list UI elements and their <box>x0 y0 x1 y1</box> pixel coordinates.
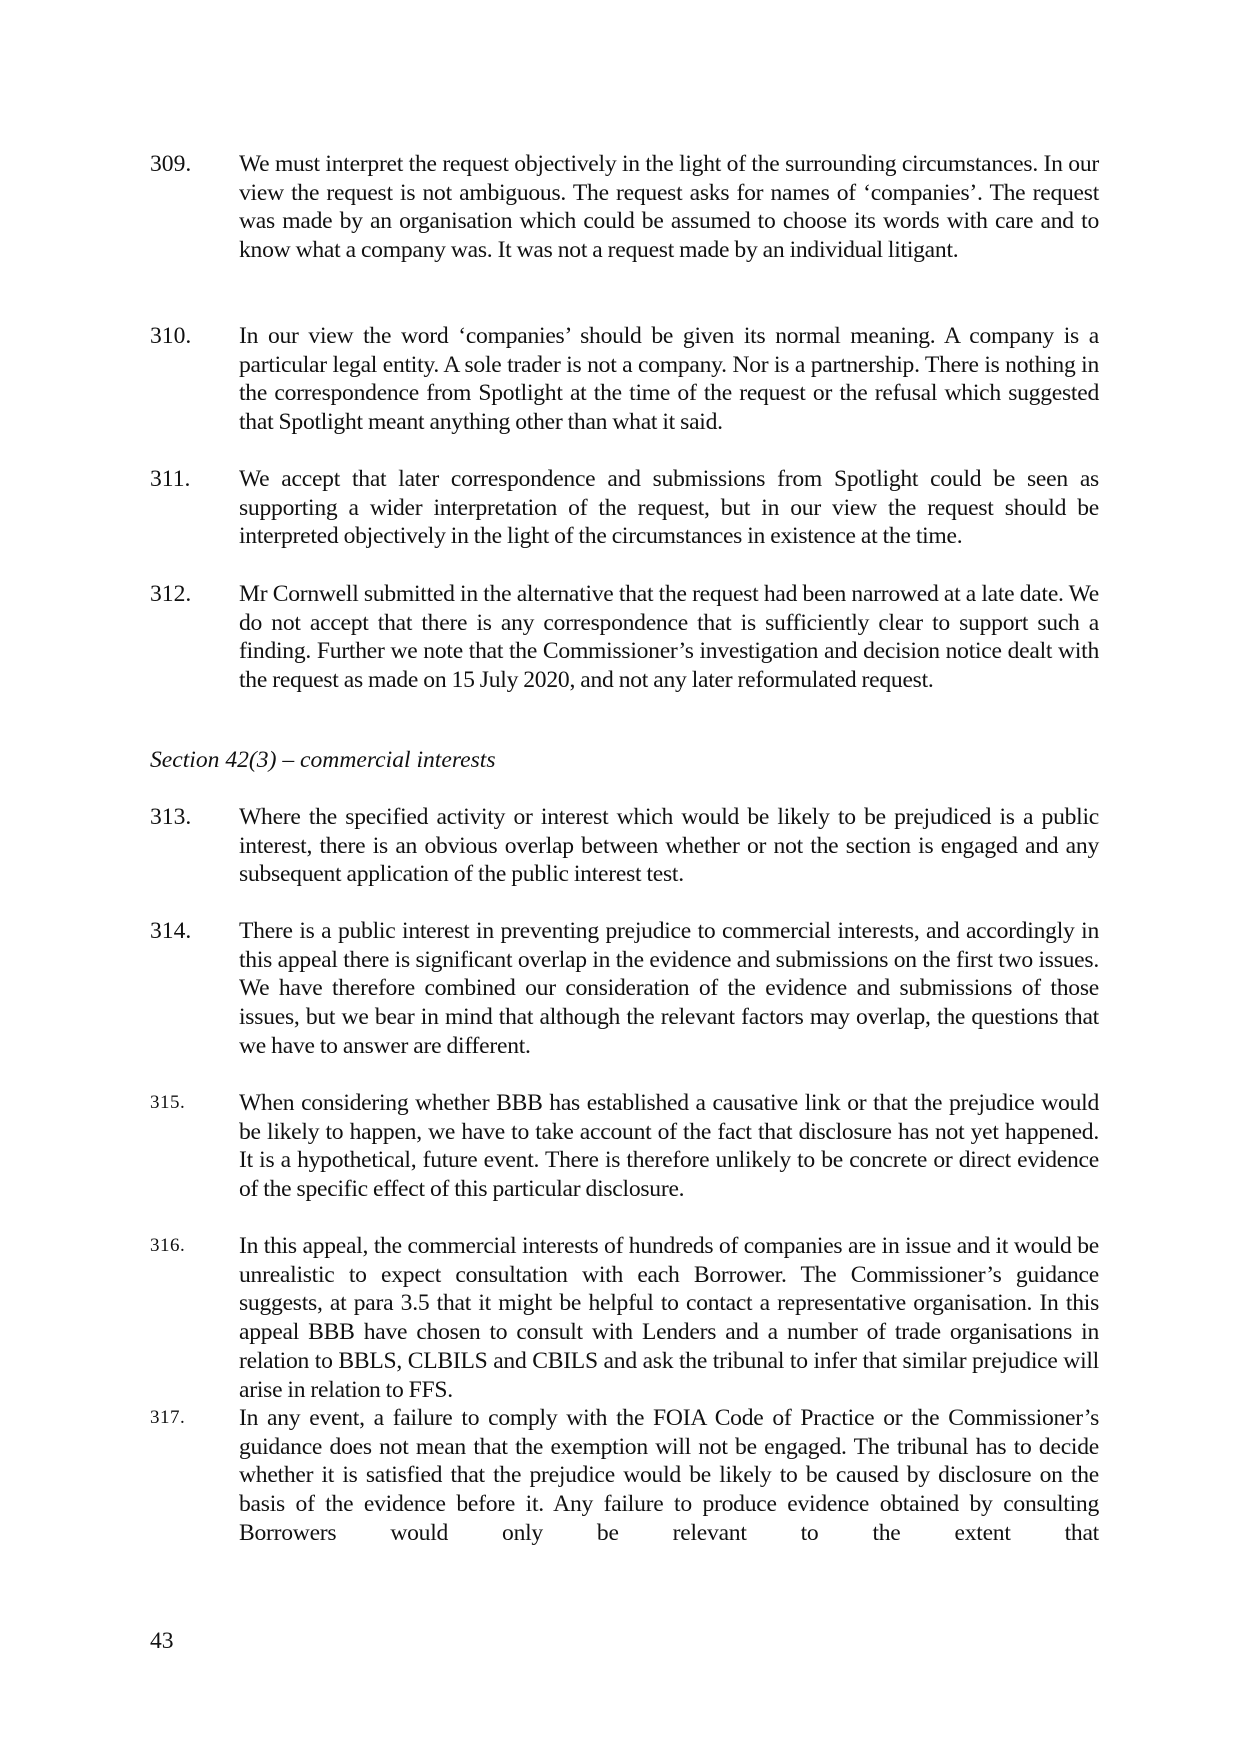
paragraph-number: 315. <box>150 1092 186 1113</box>
paragraph-314 <box>150 917 1099 1061</box>
paragraph-313 <box>150 803 1099 889</box>
paragraph-text: We accept that later correspondence and submissions from Spotlight could be seen as supporting a wider interpretation of the request, but in our view the request should be interpreted objectively in the light of the circumstances in existence at the time. <box>239 466 1099 550</box>
paragraph-text: There is a public interest in preventing prejudice to commercial interests, and accordingly in this appeal there is significant overlap in the evidence and submissions on the first two issues. We have therefore combined our consideration of the evidence and submissions of those issues, but we bear in mind that although the relevant factors may overlap, the questions that we have to answer are different. <box>239 918 1099 1059</box>
paragraph-text: Where the specified activity or interest which would be likely to be prejudiced is a public interest, there is an obvious overlap between whether or not the section is engaged and any subsequent application of the public interest test. <box>239 804 1099 888</box>
paragraph-number: 311. <box>150 466 191 492</box>
page-number: 43 <box>150 1628 174 1654</box>
section-heading: Section 42(3) – commercial interests <box>150 747 496 773</box>
paragraph-number: 314. <box>150 918 192 944</box>
paragraph-text: In our view the word ‘companies’ should be given its normal meaning. A company is a particular legal entity. A sole trader is not a company. Nor is a partnership. There is nothing in the correspondence from Spotlight at the time of the request or the refusal which suggested that Spotlight meant anything other than what it said. <box>239 323 1099 436</box>
paragraph-316 <box>150 1232 1099 1404</box>
paragraph-text: We must interpret the request objectively in the light of the surrounding circumstances. In our view the request is not ambiguous. The request asks for names of ‘companies’. The request was made by an organisation which could be assumed to choose its words with care and to know what a company was. It was not a request made by an individual litigant. <box>239 151 1099 264</box>
paragraph-311 <box>150 465 1099 551</box>
paragraph-text: When considering whether BBB has established a causative link or that the prejudice would be likely to happen, we have to take account of the fact that disclosure has not yet happened. It is a hypothetical, future event. There is therefore unlikely to be concrete or direct evidence of the specific effect of this particular disclosure. <box>239 1090 1099 1203</box>
paragraph-text: In this appeal, the commercial interests of hundreds of companies are in issue and it would be unrealistic to expect consultation with each Borrower. The Commissioner’s guidance suggests, at para 3.5 that it might be helpful to contact a representative organisation. In this appeal BBB have chosen to consult with Lenders and a number of trade organisations in relation to BBLS, CLBILS and CBILS and ask the tribunal to infer that similar prejudice will arise in relation to FFS. <box>239 1233 1099 1403</box>
paragraph-312 <box>150 580 1099 695</box>
paragraph-number: 309. <box>150 151 192 177</box>
paragraph-number: 313. <box>150 804 192 830</box>
paragraph-315 <box>150 1089 1099 1204</box>
paragraph-309 <box>150 150 1099 265</box>
paragraph-317 <box>150 1404 1099 1548</box>
paragraph-text: In any event, a failure to comply with the FOIA Code of Practice or the Commissioner’s guidance does not mean that the exemption will not be engaged. The tribunal has to decide whether it is satisfied that the prejudice would be likely to be caused by disclosure on the basis of the evidence before it. Any failure to produce evidence obtained by consulting Borrowers would only be relevant to the extent that <box>239 1405 1099 1546</box>
paragraph-number: 316. <box>150 1235 186 1256</box>
paragraph-number: 310. <box>150 323 192 349</box>
paragraph-number: 317. <box>150 1407 186 1428</box>
paragraph-number: 312. <box>150 581 192 607</box>
paragraph-310 <box>150 322 1099 437</box>
paragraph-text: Mr Cornwell submitted in the alternative that the request had been narrowed at a late date. We do not accept that there is any correspondence that is sufficiently clear to support such a finding. Further we note that the Commissioner’s investigation and decision notice dealt with the request as made on 15 July 2020, and not any later reformulated request. <box>239 581 1099 694</box>
